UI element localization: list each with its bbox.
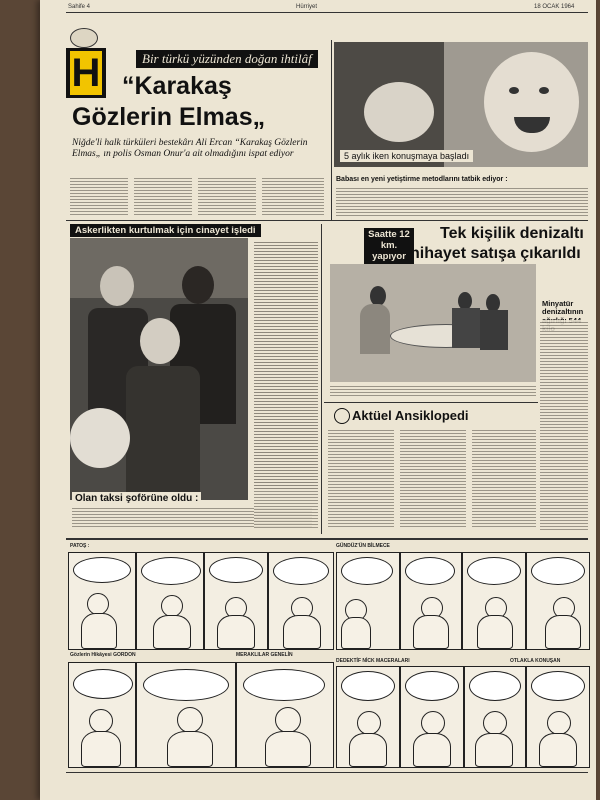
baby-photo <box>334 42 588 167</box>
newspaper-page <box>40 0 596 800</box>
story-subhead: Niğde'li halk türküleri bestekârı Ali Ercan “Karakaş Gözlerin Elmas„ ın polis Osman Onur'a ait olmadığını ispat ediyor <box>72 138 308 159</box>
comic-panel <box>526 666 590 768</box>
headline-line-1: “Karakaş <box>122 72 232 100</box>
strip-title-gordon: Gözlerin Hikâyesi GORDON <box>70 652 136 658</box>
story-body-col-1 <box>70 176 128 216</box>
encyclopedia-col-3 <box>472 428 536 528</box>
soldiers-photo <box>70 238 248 500</box>
submarine-side-title: Minyatür denizaltının <box>542 299 584 317</box>
encyclopedia-globe-icon <box>334 408 350 424</box>
submarine-photo-caption <box>330 384 536 398</box>
soldier-story-kicker: Askerlikten kurtulmak için cinayet işledi <box>70 224 261 237</box>
comic-panel <box>68 662 136 768</box>
sub-headline-line-2: nihayet satışa çıkarıldı <box>410 245 581 262</box>
headline-line-2: Gözlerin Elmas„ <box>72 103 266 131</box>
submarine-photo <box>330 264 536 382</box>
comic-panel <box>400 666 464 768</box>
comic-panel <box>136 662 236 768</box>
globe-icon <box>70 28 98 48</box>
story-body-col-2 <box>134 176 192 216</box>
comic-panel <box>336 552 400 650</box>
comic-panel <box>136 552 204 650</box>
comic-panel <box>236 662 334 768</box>
comic-panel <box>462 552 526 650</box>
story-body-col-4 <box>262 176 324 216</box>
middle-column-text <box>254 240 318 528</box>
comic-panel <box>464 666 526 768</box>
page-number: Sahife 4 <box>68 4 91 10</box>
h-letter: H <box>71 51 101 95</box>
speed-badge-line-1: Saatte 12 <box>368 229 410 240</box>
h-section-logo <box>66 48 106 98</box>
speed-badge <box>364 228 414 264</box>
comic-panel <box>526 552 590 650</box>
encyclopedia-col-1 <box>328 428 394 528</box>
submarine-story-body <box>540 320 588 530</box>
comic-panel <box>268 552 334 650</box>
baby-photo-caption: 5 aylık iken konuşmaya başladı <box>340 150 473 162</box>
story-kicker: Bir türkü yüzünden doğan ihtilâf <box>136 50 318 68</box>
speed-badge-line-2: km. yapıyor <box>372 239 406 262</box>
comic-panel <box>400 552 462 650</box>
sub-headline-line-1: Tek kişilik denizaltı <box>440 225 584 242</box>
comic-panel <box>204 552 268 650</box>
story-body-col-3 <box>198 176 256 216</box>
comic-panel <box>68 552 136 650</box>
strip-title-meraklilar: MERAKLILAR GENELİN <box>236 652 293 658</box>
encyclopedia-title: Aktüel Ansiklopedi <box>352 408 469 423</box>
issue-date: 18 OCAK 1964 <box>534 4 575 10</box>
comic-panel <box>336 666 400 768</box>
strip-title-patos: PATOŞ : <box>70 543 90 549</box>
baby-story-title: Babası en yeni yetiştirme metodlarını tatbik ediyor : <box>336 176 508 183</box>
baby-story-body <box>336 186 588 216</box>
soldier-story-headline: Olan taksi şoförüne oldu : <box>72 492 201 505</box>
strip-title-gunduz: GÜNDÜZ’ÜN BİLMECE <box>336 543 390 549</box>
encyclopedia-col-2 <box>400 428 466 528</box>
strip-title-otlakia: OTLAKLA KONUŞAN <box>510 658 561 664</box>
masthead-name: Hürriyet <box>296 4 318 10</box>
strip-title-dedektif: DEDEKTİF NİCK MACERALARI <box>336 658 410 664</box>
